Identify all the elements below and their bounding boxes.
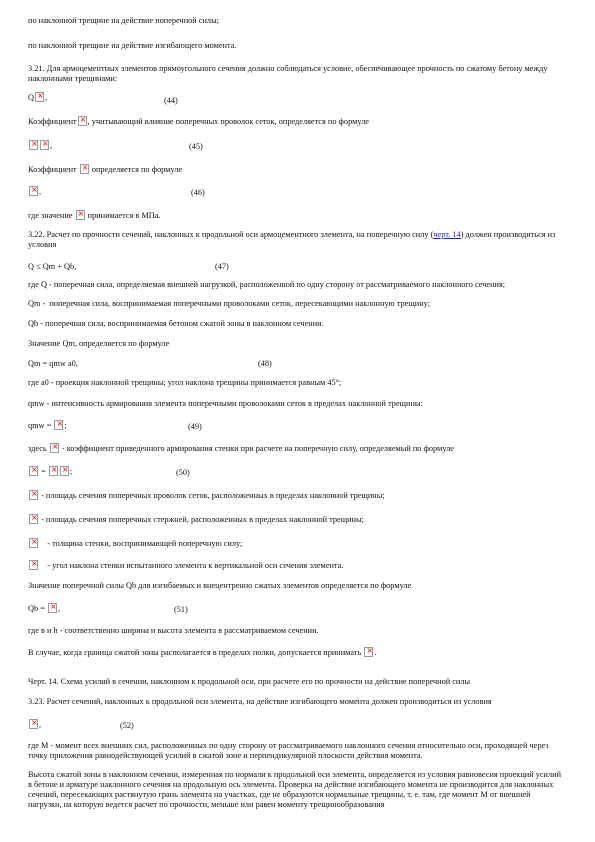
equation-number: (45) <box>189 142 203 151</box>
text-line: Коэффициент × определяется по формуле <box>28 164 182 175</box>
broken-image-icon <box>60 466 69 476</box>
equation-number: (49) <box>188 422 202 431</box>
text-line: × - толщина стенки, воспринимающей поперечную силу; <box>28 538 242 549</box>
formula-47: Q ≤ Qm + Qb, <box>28 262 77 271</box>
broken-image-icon <box>35 92 44 102</box>
broken-image-icon <box>40 140 49 150</box>
text-line: Qm - поперечная сила, воспринимаемая поперечными проволоками сеток, пересекающими наклонную трещину; <box>28 299 430 308</box>
text-line: по наклонной трещине на действие изгибающего момента. <box>28 41 237 50</box>
paragraph-3-22: 3.22. Расчет по прочности сечений, наклонных к продольной оси армоцементного элемента, на поперечную силу (черт. 14) должен производиться из условия <box>28 230 556 249</box>
text-line: Значение Qm, определяется по формуле <box>28 339 170 348</box>
text-line: по наклонной трещине на действие поперечной силы; <box>28 16 219 25</box>
text-line: где a0 - проекция наклонной трещины; угол наклона трещины принимается равным 45°; <box>28 378 342 387</box>
text-line: где значение × принимается в МПа. <box>28 210 161 221</box>
formula-46: ×, <box>28 186 41 197</box>
paragraph: Высота сжатой зоны в наклонном сечении, измеренная по нормали к продольной оси элемента, определяется из условия равновесия проекций усилий в бетоне и арматуре наклонного сечения на продольную ось элемента. Проверка на действие изгибающего момента не производится для наклонных сечений, пересекающих растянутую грань элемента на участках, где не образуются нормальные трещины, т. е. там, где момент М от внешней нагрузки, на которую ведется расчет по прочности, меньше или равен моменту трещинообразования <box>28 770 562 809</box>
formula-50: × = ×× ; <box>28 466 72 477</box>
text-line: qmw - интенсивность армирования элемента поперечными проволоками сеток в пределах наклонной трещины: <box>28 399 423 408</box>
equation-number: (44) <box>164 96 178 105</box>
equation-number: (48) <box>258 359 272 368</box>
text-line: В случае, когда граница сжатой зоны располагается в пределах полки, допускается принимать × . <box>28 647 376 658</box>
text-line: × - площадь сечения поперечных стержней, расположенных в пределах наклонной трещины; <box>28 514 364 525</box>
equation-number: (51) <box>174 605 188 614</box>
broken-image-icon <box>78 116 87 126</box>
paragraph: где М - момент всех внешних сил, расположенных по одну сторону от рассматриваемого наклонного сечения относительно оси, проходящей через точку приложения равнодействующей усилий в сжатой зоне и перпендикулярной плоскости действия момента. <box>28 741 549 760</box>
broken-image-icon <box>76 210 85 220</box>
equation-number: (46) <box>191 188 205 197</box>
broken-image-icon <box>29 186 38 196</box>
formula-45: ××, <box>28 140 52 151</box>
paragraph-3-23: 3.23. Расчет сечений, наклонных к продольной оси элемента, на действие изгибающего момента должен производиться из условия <box>28 697 492 706</box>
broken-image-icon <box>29 140 38 150</box>
text-line: здесь × - коэффициент приведенного армирования стенки при расчете на поперечную силу, определяемый по формуле <box>28 443 454 454</box>
broken-image-icon <box>48 603 57 613</box>
text-line: × - угол наклона стенки испытанного элемента к вертикальной оси сечения элемента. <box>28 560 343 571</box>
broken-image-icon <box>29 466 38 476</box>
broken-image-icon <box>29 719 38 729</box>
text-line: где Q - поперечная сила, определяемая внешней нагрузкой, расположенной по одну сторону от рассматриваемого наклонного сечения; <box>28 280 506 289</box>
broken-image-icon <box>29 560 38 570</box>
broken-image-icon <box>49 466 58 476</box>
equation-number: (47) <box>215 262 229 271</box>
text-line: где в и h - соответственно ширина и высота элемента в рассматриваемом сечении. <box>28 626 319 635</box>
figure-14-link[interactable]: черт. 14 <box>433 230 461 239</box>
text-line: Qb - поперечная сила, воспринимаемая бетоном сжатой зоны в наклонном сечении. <box>28 319 324 328</box>
broken-image-icon <box>29 514 38 524</box>
formula-51: Qb = × , <box>28 603 60 614</box>
formula-48: Qm = qmw a0, <box>28 359 78 368</box>
figure-caption: Черт. 14. Схема усилий в сечении, наклонном к продольной оси, при расчете его по прочности на действие поперечной силы <box>28 677 471 686</box>
text-line: Значение поперечной силы Qb для изгибаемых и внецентренно сжатых элементов определяется по формуле <box>28 581 412 590</box>
formula-49: qmw = × ; <box>28 420 67 431</box>
broken-image-icon <box>54 420 63 430</box>
text-line: × - площадь сечения поперечных проволок сеток, расположенных в пределах наклонной трещины; <box>28 490 385 501</box>
broken-image-icon <box>50 443 59 453</box>
broken-image-icon <box>29 538 38 548</box>
broken-image-icon <box>29 490 38 500</box>
text-line: Коэффициент× , учитывающий влияние поперечных проволок сеток, определяется по формуле <box>28 116 369 127</box>
equation-number: (52) <box>120 721 134 730</box>
broken-image-icon <box>80 164 89 174</box>
paragraph-3-21: 3.21. Для армоцементных элементов прямоугольного сечения должно соблюдаться условие, обеспечивающее прочность по сжатому бетону между наклонными трещинами: <box>28 64 548 83</box>
equation-number: (50) <box>176 468 190 477</box>
broken-image-icon <box>364 647 373 657</box>
formula-44: Q× , <box>28 92 47 103</box>
formula-52: ×, <box>28 719 41 730</box>
